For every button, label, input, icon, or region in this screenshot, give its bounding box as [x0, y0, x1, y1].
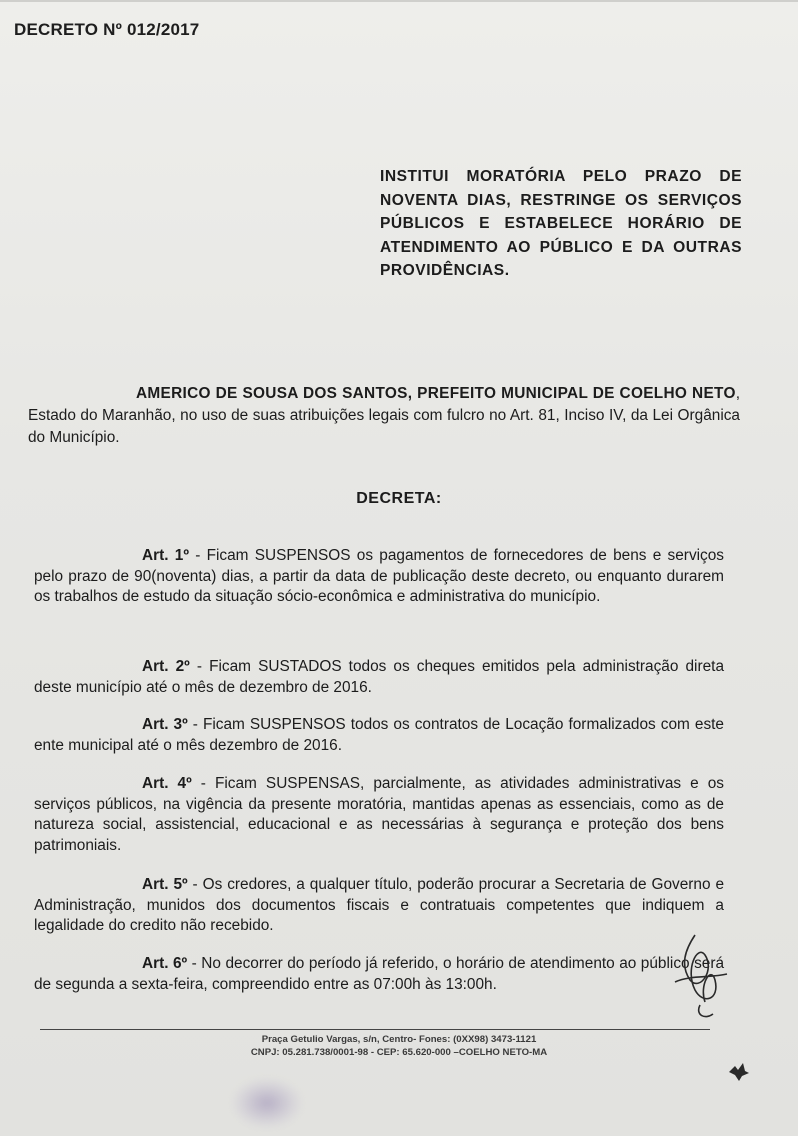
preamble	[28, 383, 740, 449]
footer-registration: CNPJ: 05.281.738/0001-98 - CEP: 65.620-000 –COELHO NETO-MA	[250, 1046, 548, 1058]
decree-summary: INSTITUI MORATÓRIA PELO PRAZO DE NOVENTA DIAS, RESTRINGE OS SERVIÇOS PÚBLICOS E ESTABELECE HORÁRIO DE ATENDIMENTO AO PÚBLICO E DA OUTRAS PROVIDÊNCIAS.	[380, 168, 742, 279]
article-4	[34, 774, 724, 856]
article-label: Art. 4º	[142, 775, 192, 792]
article-text: - Ficam SUSTADOS todos os cheques emitidos pela administração direta deste município até o mês de dezembro de 2016.	[34, 658, 725, 696]
article-label: Art. 2º	[142, 658, 190, 675]
preamble-authority: AMERICO DE SOUSA DOS SANTOS, PREFEITO MUNICIPAL DE COELHO NETO	[136, 385, 736, 402]
article-label: Art. 5º	[142, 876, 188, 893]
article-6	[34, 954, 724, 995]
footer	[0, 1034, 798, 1059]
article-text: - No decorrer do período já referido, o horário de atendimento ao público será de segunda a sexta-feira, compreendido entre as 07:00h às 13:00h.	[34, 955, 725, 993]
blurred-stamp	[232, 1078, 302, 1128]
article-5	[34, 875, 724, 937]
article-text: - Ficam SUSPENSOS os pagamentos de fornecedores de bens e serviços pelo prazo de 90(noventa) dias, a partir da data de publicação deste decreto, ou enquanto durarem os trabalhos de estudo da situação sócio-econômica e administrativa do município.	[34, 547, 725, 605]
article-label: Art. 3º	[142, 716, 188, 733]
article-label: Art. 1º	[142, 547, 189, 564]
article-text: - Os credores, a qualquer título, poderão procurar a Secretaria de Governo e Administração, munidos dos documentos fiscais e contratuais competentes que indiquem a legalidade do credito não recebido.	[34, 876, 724, 934]
signature-scribble	[665, 930, 735, 1025]
article-2	[34, 657, 724, 698]
article-text: - Ficam SUSPENSAS, parcialmente, as atividades administrativas e os serviços públicos, na vigência da presente moratória, mantidas apenas as essenciais, como as de natureza social, assistencial, educacional e as necessárias à segurança e proteção dos bens patrimoniais.	[34, 775, 724, 854]
decreta-heading: DECRETA:	[356, 490, 442, 507]
footer-rule	[40, 1029, 710, 1030]
ink-mark-icon	[725, 1058, 751, 1084]
page-top-edge	[0, 0, 798, 12]
footer-address: Praça Getulio Vargas, s/n, Centro- Fones: (0XX98) 3473-1121	[261, 1034, 537, 1045]
article-3	[34, 715, 724, 756]
decree-title: DECRETO Nº 012/2017	[14, 20, 200, 39]
article-1	[34, 546, 724, 608]
article-label: Art. 6º	[142, 955, 188, 972]
article-text: - Ficam SUSPENSOS todos os contratos de Locação formalizados com este ente municipal até o mês dezembro de 2016.	[34, 716, 724, 754]
preamble-text: , Estado do Maranhão, no uso de suas atribuições legais com fulcro no Art. 81, Inciso IV, da Lei Orgânica do Município.	[28, 385, 740, 446]
